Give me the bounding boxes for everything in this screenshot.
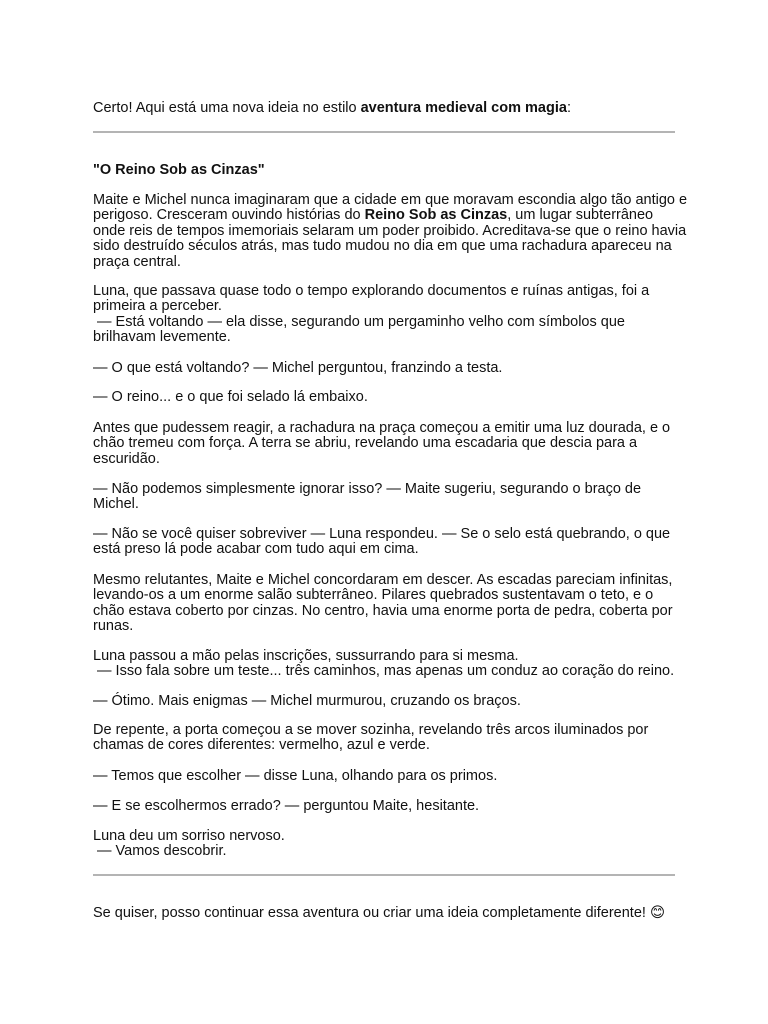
paragraph-3: [93, 361, 675, 376]
dialogue-line: — O que está voltando? — Michel perguntou, franzindo a testa.: [93, 360, 503, 376]
paragraph-4: [93, 390, 675, 405]
paragraph-6: [93, 482, 675, 513]
paragraph-text: perigoso. Cresceram ouvindo histórias do: [93, 207, 365, 224]
paragraph-line: onde reis de tempos imemoriais selaram um poder proibido. Acreditava-se que o reino havia: [93, 222, 687, 239]
story-title-text: "O Reino Sob as Cinzas": [93, 162, 265, 178]
paragraph-line: primeira a perceber.: [93, 298, 222, 315]
paragraph-line: escuridão.: [93, 450, 160, 467]
paragraph-12: [93, 769, 675, 784]
paragraph-9: [93, 649, 675, 680]
dialogue-line: — Não se você quiser sobreviver — Luna respondeu. — Se o selo está quebrando, o que: [93, 526, 671, 542]
paragraph-line: Mesmo relutantes, Maite e Michel concordaram em descer. As escadas pareciam infinitas,: [93, 572, 673, 588]
paragraph-1: [93, 192, 688, 270]
dialogue-line: — Não podemos simplesmente ignorar isso? — Maite sugeriu, segurando o braço de: [93, 481, 642, 497]
paragraph-line: Luna passou a mão pelas inscrições, sussurrando para si mesma.: [93, 648, 519, 664]
outro-text: Se quiser, posso continuar essa aventura ou criar uma ideia completamente diferente! 😊: [93, 905, 666, 921]
dialogue-line: — Isso fala sobre um teste... três caminhos, mas apenas um conduz ao coração do reino.: [93, 663, 675, 680]
paragraph-line: runas.: [93, 618, 134, 635]
paragraph-line: levando-os a um enorme salão subterrâneo. Pilares quebrados sustentavam o teto, e o: [93, 587, 654, 604]
paragraph-14: [93, 829, 675, 860]
dialogue-line: — O reino... e o que foi selado lá embaixo.: [93, 389, 368, 405]
paragraph-line: está preso lá pode acabar com tudo aqui em cima.: [93, 541, 419, 558]
top-divider: [93, 131, 675, 133]
paragraph-line: sido destruído séculos atrás, mas tudo mudou no dia em que uma rachadura apareceu na: [93, 238, 672, 255]
paragraph-line: [93, 208, 675, 223]
outro-line: [93, 906, 675, 921]
paragraph-8: [93, 573, 675, 635]
intro-text: [93, 101, 675, 116]
paragraph-5: [93, 421, 675, 467]
paragraph-line: brilhavam levemente.: [93, 329, 231, 346]
paragraph-7: [93, 527, 675, 558]
paragraph-text: , um lugar subterrâneo: [507, 207, 654, 224]
paragraph-line: praça central.: [93, 253, 181, 270]
paragraph-10: [93, 694, 675, 709]
dialogue-line: — Ótimo. Mais enigmas — Michel murmurou, cruzando os braços.: [93, 693, 521, 709]
paragraph-line: chão estava coberto por cinzas. No centro, havia uma enorme porta de pedra, coberta por: [93, 602, 673, 619]
paragraph-line: Luna, que passava quase todo o tempo explorando documentos e ruínas antigas, foi a: [93, 283, 650, 299]
story-title: [93, 163, 675, 178]
bottom-divider: [93, 874, 675, 876]
dialogue-line: — E se escolhermos errado? — perguntou Maite, hesitante.: [93, 798, 480, 814]
dialogue-line: — Vamos descobrir.: [93, 843, 227, 860]
kingdom-name: Reino Sob as Cinzas: [364, 207, 508, 224]
intro-line: [93, 101, 675, 116]
intro-genre: aventura medieval com magia: [360, 100, 567, 116]
paragraph-line: Antes que pudessem reagir, a rachadura na praça começou a emitir uma luz dourada, e o: [93, 420, 671, 436]
paragraph-line: chão tremeu com força. A terra se abriu, revelando uma escadaria que descia para a: [93, 435, 638, 452]
paragraph-2: [93, 284, 675, 346]
paragraph-line: Michel.: [93, 496, 139, 513]
paragraph-line: Maite e Michel nunca imaginaram que a cidade em que moravam escondia algo tão antigo e: [93, 192, 688, 208]
dialogue-line: — Está voltando — ela disse, segurando um pergaminho velho com símbolos que: [93, 313, 625, 330]
paragraph-11: [93, 723, 675, 754]
dialogue-line: — Temos que escolher — disse Luna, olhando para os primos.: [93, 768, 498, 784]
intro-suffix: :: [566, 100, 571, 116]
paragraph-line: Luna deu um sorriso nervoso.: [93, 828, 285, 844]
paragraph-13: [93, 799, 675, 814]
paragraph-line: chamas de cores diferentes: vermelho, azul e verde.: [93, 737, 430, 754]
intro-prefix: Certo! Aqui está uma nova ideia no estilo: [93, 100, 361, 116]
paragraph-line: De repente, a porta começou a se mover sozinha, revelando três arcos iluminados por: [93, 722, 649, 738]
